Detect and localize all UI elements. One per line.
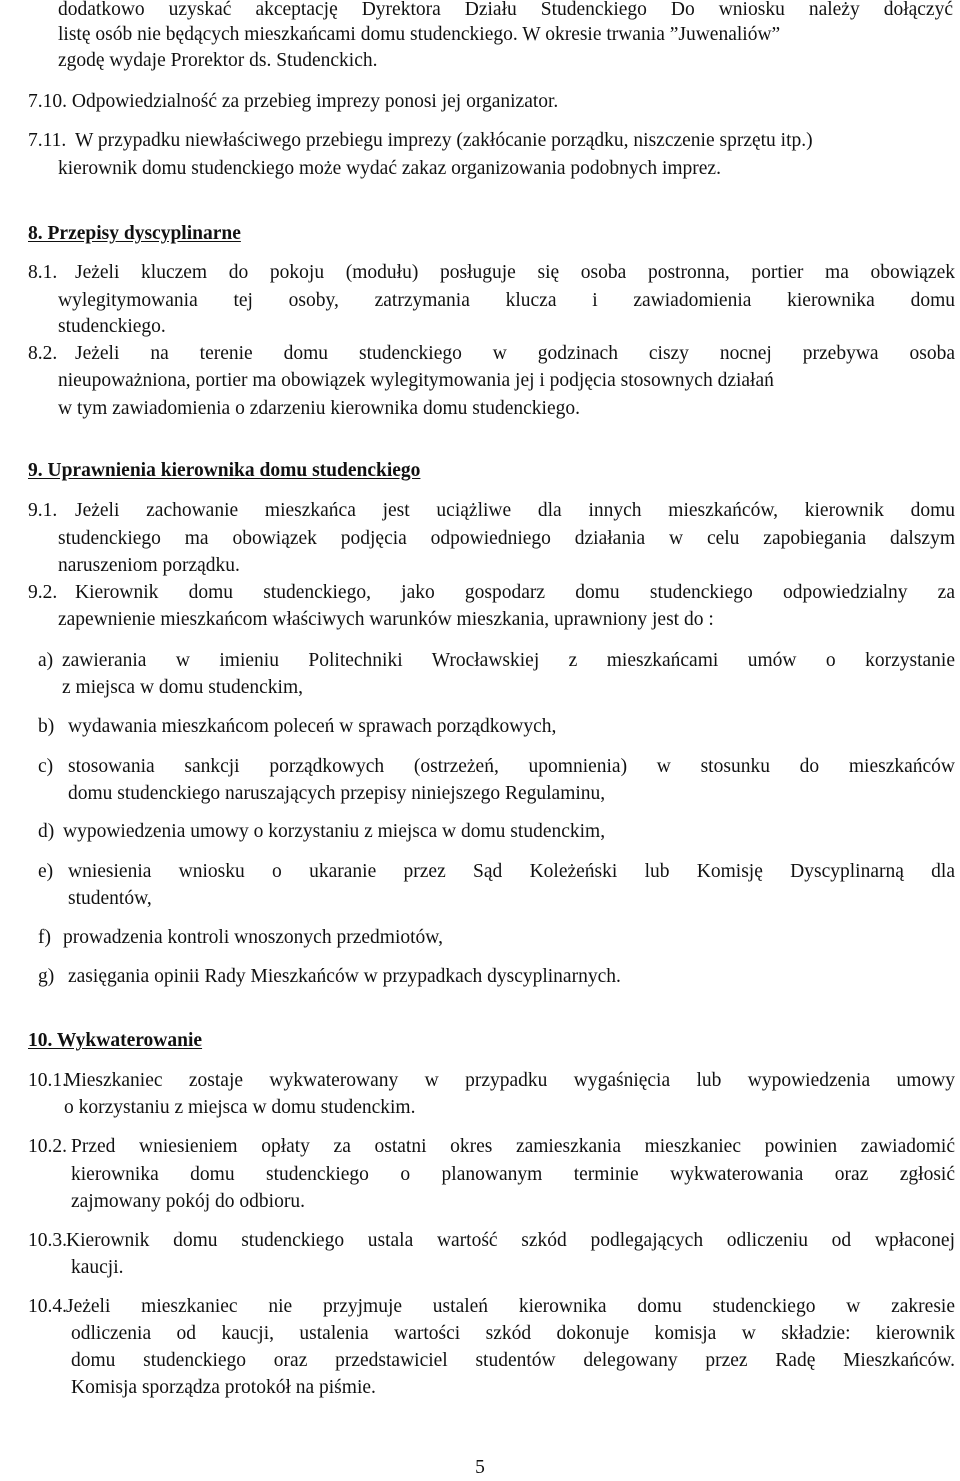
item-number: 7.11. <box>28 130 67 151</box>
paragraph-line: studenckiego ma obowiązek podjęcia odpowiedniego działania w celu zapobiegania dalszym <box>58 528 955 549</box>
list-item-line: wniesienia wniosku o ukaranie przez Sąd Koleżeński lub Komisję Dyscyplinarną dla <box>68 861 955 882</box>
paragraph-line: w tym zawiadomienia o zdarzeniu kierownika domu studenckiego. <box>58 398 581 419</box>
list-item-line: zawierania w imieniu Politechniki Wrocławskiej z mieszkańcami umów o korzystanie <box>62 650 955 671</box>
paragraph-line: zapewnienie mieszkańcom właściwych warunków mieszkania, uprawniony jest do : <box>58 609 714 630</box>
paragraph-line: dodatkowo uzyskać akceptację Dyrektora Działu Studenckiego Do wniosku należy dołączyć <box>58 0 953 20</box>
item-number: 8.1. <box>28 262 58 283</box>
item-number: 10.4. <box>28 1296 67 1317</box>
list-label: f) <box>38 927 51 948</box>
paragraph-line: nieupoważniona, portier ma obowiązek wylegitymowania jej i podjęcia stosownych działań <box>58 370 774 391</box>
paragraph-line: Jeżeli kluczem do pokoju (modułu) posługuje się osoba postronna, portier ma obowiązek <box>75 262 955 283</box>
item-number: 9.2. <box>28 582 58 603</box>
section-10-heading: 10. Wykwaterowanie <box>28 1030 203 1051</box>
paragraph-line: zajmowany pokój do odbioru. <box>71 1191 305 1212</box>
paragraph-line: Jeżeli na terenie domu studenckiego w godzinach ciszy nocnej przebywa osoba <box>75 343 955 364</box>
section-9-heading: 9. Uprawnienia kierownika domu studenckiego <box>28 460 421 481</box>
list-label: b) <box>38 716 55 737</box>
paragraph-line: Komisja sporządza protokół na piśmie. <box>71 1377 376 1398</box>
paragraph-line: W przypadku niewłaściwego przebiegu imprezy (zakłócanie porządku, niszczenie sprzętu itp.) <box>75 130 813 151</box>
paragraph-line: odliczenia od kaucji, ustalenia wartości szkód dokonuje komisja w składzie: kierownik <box>71 1323 955 1344</box>
paragraph-line: wylegitymowania tej osoby, zatrzymania klucza i zawiadomienia kierownika domu <box>58 290 955 311</box>
list-label: g) <box>38 966 55 987</box>
item-number: 8.2. <box>28 343 58 364</box>
list-label: a) <box>38 650 54 671</box>
paragraph-line: Jeżeli mieszkaniec nie przyjmuje ustaleń kierownika domu studenckiego w zakresie <box>66 1296 955 1317</box>
paragraph-line: naruszeniom porządku. <box>58 555 240 576</box>
list-item-line: wypowiedzenia umowy o korzystaniu z miejsca w domu studenckim, <box>63 821 606 842</box>
paragraph-line: kaucji. <box>71 1257 124 1278</box>
section-8-heading: 8. Przepisy dyscyplinarne <box>28 223 241 244</box>
list-item-line: zasięgania opinii Rady Mieszkańców w przypadkach dyscyplinarnych. <box>68 966 621 987</box>
item-7-10: 7.10. Odpowiedzialność za przebieg imprezy ponosi jej organizator. <box>28 91 559 112</box>
list-item-line: domu studenckiego naruszających przepisy niniejszego Regulaminu, <box>68 783 606 804</box>
list-label: c) <box>38 756 54 777</box>
list-item-line: prowadzenia kontroli wnoszonych przedmiotów, <box>63 927 443 948</box>
paragraph-line: Kierownik domu studenckiego ustala wartość szkód podlegających odliczeniu od wpłaconej <box>66 1230 955 1251</box>
paragraph-line: kierownik domu studenckiego może wydać zakaz organizowania podobnych imprez. <box>58 158 721 179</box>
page-number: 5 <box>475 1457 485 1478</box>
item-number: 10.1. <box>28 1070 67 1091</box>
paragraph-line: domu studenckiego oraz przedstawiciel studentów delegowany przez Radę Mieszkańców. <box>71 1350 955 1371</box>
paragraph-line: o korzystaniu z miejsca w domu studenckim. <box>64 1097 416 1118</box>
list-label: e) <box>38 861 54 882</box>
paragraph-line: Mieszkaniec zostaje wykwaterowany w przypadku wygaśnięcia lub wypowiedzenia umowy <box>64 1070 955 1091</box>
list-item-line: wydawania mieszkańcom poleceń w sprawach porządkowych, <box>68 716 557 737</box>
item-number: 9.1. <box>28 500 58 521</box>
paragraph-line: zgodę wydaje Prorektor ds. Studenckich. <box>58 50 378 71</box>
list-label: d) <box>38 821 55 842</box>
paragraph-line: Kierownik domu studenckiego, jako gospodarz domu studenckiego odpowiedzialny za <box>75 582 955 603</box>
paragraph-line: Przed wniesieniem opłaty za ostatni okres zamieszkania mieszkaniec powinien zawiadomić <box>71 1136 955 1157</box>
item-number: 10.2. <box>28 1136 67 1157</box>
list-item-line: stosowania sankcji porządkowych (ostrzeżeń, upomnienia) w stosunku do mieszkańców <box>68 756 955 777</box>
paragraph-line: kierownika domu studenckiego o planowanym terminie wykwaterowania oraz zgłosić <box>71 1164 955 1185</box>
list-item-line: z miejsca w domu studenckim, <box>62 677 303 698</box>
list-item-line: studentów, <box>68 888 152 909</box>
item-number: 10.3. <box>28 1230 67 1251</box>
paragraph-line: listę osób nie będących mieszkańcami domu studenckiego. W okresie trwania ”Juwenaliów” <box>58 24 781 45</box>
paragraph-line: Jeżeli zachowanie mieszkańca jest uciążliwe dla innych mieszkańców, kierownik domu <box>75 500 955 521</box>
paragraph-line: studenckiego. <box>58 316 166 337</box>
